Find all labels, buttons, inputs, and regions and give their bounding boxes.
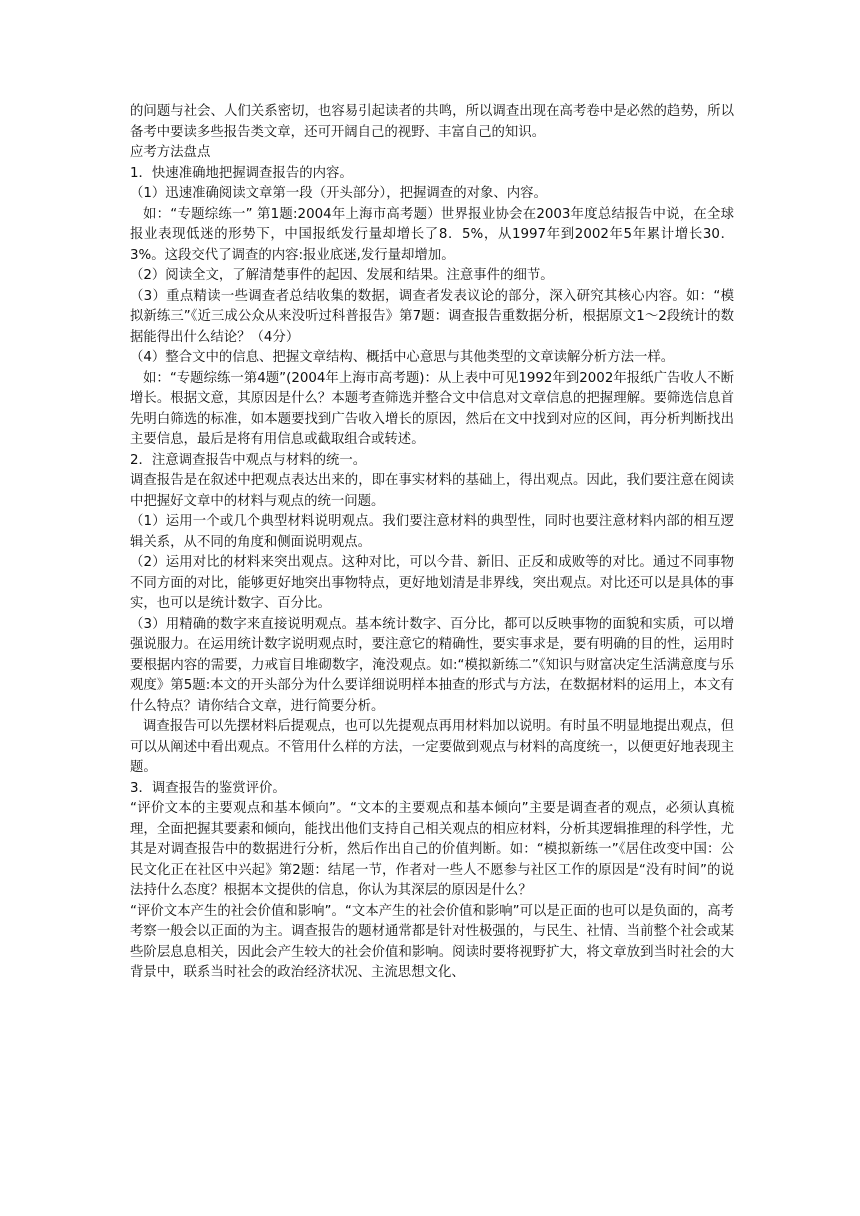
sub-item-1-3: （3）重点精读一些调查者总结收集的数据，调查者发表议论的部分，深入研究其核心内容。如：“模拟新练三”《近三成公众从来没听过科普报告》第7题：调查报告重数据分析，根据原文1～2段统计的数据能得出什么结论？（4分） — [130, 288, 734, 345]
numbered-heading-3: 3．调查报告的鉴赏评价。 — [130, 780, 286, 796]
body-paragraph: “评价文本产生的社会价值和影响”。“文本产生的社会价值和影响”可以是正面的也可以是负面的，高考考察一般会以正面的为主。调查报告的题材通常都是针对性极强的，与民生、社情、当前整个社会或某些阶层息息相关，因此会产生较大的社会价值和影响。阅读时要将视野扩大，将文章放到当时社会的大背景中，联系当时社会的政治经济状况、主流思想文化、 — [130, 903, 734, 980]
body-paragraph: 调查报告是在叙述中把观点表达出来的，即在事实材料的基础上，得出观点。因此，我们要注意在阅读中把握好文章中的材料与观点的统一问题。 — [130, 473, 734, 509]
document-body — [130, 102, 734, 984]
example-paragraph: 如：“专题综练一” 第1题:2004年上海市高考题）世界报业协会在2003年度总结报告中说，在全球报业表现低迷的形势下，中国报纸发行量却增长了8．5%，从1997年到2002年5年累计增长30．3%。这段交代了调查的内容:报业底迷,发行量却增加。 — [130, 206, 734, 263]
sub-item-1-1: （1）迅速准确阅读文章第一段（开头部分），把握调查的对象、内容。 — [130, 186, 547, 201]
body-paragraph: 调查报告可以先摆材料后提观点，也可以先提观点再用材料加以说明。有时虽不明显地提出观点，但可以从阐述中看出观点。不管用什么样的方法，一定要做到观点与材料的高度统一，以便更好地表现主题。 — [130, 719, 734, 775]
numbered-heading-2: 2．注意调查报告中观点与材料的统一。 — [130, 452, 367, 468]
body-paragraph: “评价文本的主要观点和基本倾向”。“文本的主要观点和基本倾向”主要是调查者的观点，必须认真梳理，全面把握其要素和倾向，能找出他们支持自己相关观点的相应材料，分析其逻辑推理的科学性，尤其是对调查报告中的数据进行分析，然后作出自己的价值判断。如：“模拟新练一”《居住改变中国：公民文化正在社区中兴起》第2题：结尾一节，作者对一些人不愿参与社区工作的原因是“没有时间”的说法持什么态度？根据本文提供的信息，你认为其深层的原因是什么？ — [130, 801, 734, 898]
section-heading: 应考方法盘点 — [130, 145, 211, 160]
numbered-heading-1: 1．快速准确地把握调查报告的内容。 — [130, 165, 353, 181]
sub-item-2-1: （1）运用一个或几个典型材料说明观点。我们要注意材料的典型性，同时也要注意材料内部的相互逻辑关系，从不同的角度和侧面说明观点。 — [130, 514, 734, 550]
sub-item-1-4: （4）整合文中的信息、把握文章结构、概括中心意思与其他类型的文章读解分析方法一样。 — [130, 350, 675, 365]
sub-item-1-2: （2）阅读全文，了解清楚事件的起因、发展和结果。注意事件的细节。 — [130, 268, 554, 283]
sub-item-2-3: （3）用精确的数字来直接说明观点。基本统计数字、百分比，都可以反映事物的面貌和实质，可以增强说服力。在运用统计数字说明观点时，要注意它的精确性，要实事求是，要有明确的目的性，运用时要根据内容的需要，力戒盲目堆砌数字，淹没观点。如:“模拟新练二”《知识与财富决定生活满意度与乐观度》第5题:本文的开头部分为什么要详细说明样本抽查的形式与方法，在数据材料的运用上，本文有什么特点？请你结合文章，进行简要分析。 — [130, 616, 734, 714]
sub-item-2-2: （2）运用对比的材料来突出观点。这种对比，可以今昔、新旧、正反和成败等的对比。通过不同事物不同方面的对比，能够更好地突出事物特点，更好地划清是非界线，突出观点。对比还可以是具体的事实，也可以是统计数字、百分比。 — [130, 555, 734, 611]
paragraph-intro: 的问题与社会、人们关系密切，也容易引起读者的共鸣，所以调查出现在高考卷中是必然的趋势，所以备考中要读多些报告类文章，还可开阔自己的视野、丰富自己的知识。 — [130, 104, 734, 140]
example-paragraph: 如：“专题综练一第4题”(2004年上海市高考题)：从上表中可见1992年到2002年报纸广告收人不断增长。根据文意，其原因是什么？本题考查筛选并整合文中信息对文章信息的把握理解。要筛选信息首先明白筛选的标准，如本题要找到广告收入增长的原因，然后在文中找到对应的区间，再分析判断找出主要信息，最后是将有用信息或截取组合或转述。 — [130, 370, 734, 447]
